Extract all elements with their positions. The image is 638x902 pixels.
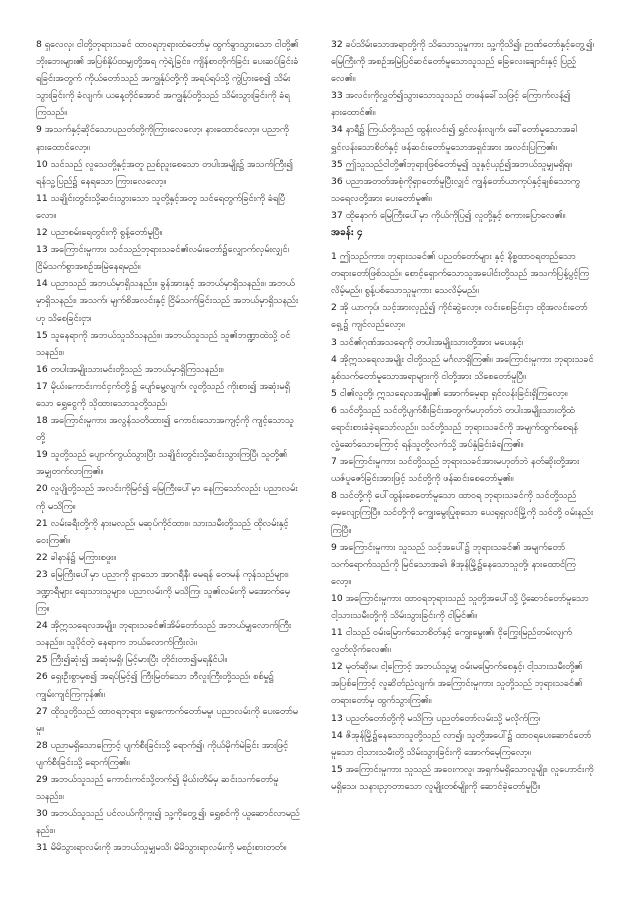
verse	[36, 275, 300, 326]
verse-text: သင်၏ဂုဏ်အသရေကို တပါးအမျိုးသားတို့အား မပေးနှင့်၊	[339, 336, 524, 348]
verse-number: 35	[331, 158, 343, 170]
verse-number: 21	[36, 517, 48, 529]
verse-text: အိုဣသရေလအမျိုး၊ ဘုရားသခင်၏အိမ်တော်သည် အဘယ်မျှလောက်ကြီးသနည်း။ သူပိုင်တဲ့ နေရာက ဘယ်လောက်ကြီးလဲ။	[36, 620, 292, 649]
verse-text: ကြီး၍ဆုံး၍ အဆုံးမရှိ၊ မြင့်မားပြီး တိုင်းတာ၍မရနိုင်ပါ။	[50, 654, 228, 666]
verse	[331, 727, 595, 761]
verse	[36, 480, 300, 514]
verse-text: အဘယ်သူသည် ပင်လယ်ကိုကူး၍ သူ့ကိုတွေ့၍၊ ရွှေစင်ကို ယူဆောင်လာမည်နည်း။	[36, 808, 300, 837]
verse-number: 14	[36, 278, 48, 290]
verse-number: 19	[36, 449, 48, 461]
verse-number: 37	[331, 209, 343, 221]
verse-text: မိမိသွားရာလမ်းကို အဘယ်သူမျှမသိ၊ မိမိသွားရာလမ်းကို မစဉ်းစားတတ်။	[50, 842, 287, 854]
verse-text: အိုဣသရေလအမျိုး ငါတို့သည် မင်္ဂလာရှိကြ၏။ အကြောင်းမူကား ဘုရားသခင်နှစ်သက်တော်မူသောအရာများကို ငါတို့အား သိစေတော်မူပြီ။	[331, 353, 594, 382]
verse	[36, 668, 300, 702]
verse-number: 9	[36, 124, 42, 136]
verse-number: 15	[36, 329, 48, 341]
verse	[36, 549, 300, 566]
verse-text: သင်တို့သည် သင်တို့ပျက်စီးခြင်းအတွက်မဟုတ်ဘဲ တပါးအမျိုးသားတို့ထံ ရောင်းစားခံခဲ့ရသော်လည်း၊ သင်တို့သည် ဘုရားသခင်ကို အမျက်ထွက်စေရန် လှုံ့ဆော်သောကြောင့် ရန်သူတို့လက်သို့ အပ်နှံခြင်းခံရကြ၏။	[331, 404, 578, 451]
verse	[331, 248, 595, 299]
verse	[36, 737, 300, 771]
verse-number: 7	[331, 456, 337, 468]
verse-text: သချိုင်းတွင်းသို့ဆင်းသွားသော သူတို့နှင့်အတူ သင်ရေတွက်ခြင်းကို ခံရပြီလော။	[36, 192, 286, 221]
verse-number: 18	[36, 415, 48, 427]
right-verses-before	[331, 36, 595, 224]
verse	[331, 207, 595, 224]
verse	[36, 378, 300, 412]
verse-number: 8	[36, 39, 42, 50]
verse-number: 5	[331, 387, 337, 399]
verse-text: မြေကြီးပေါ်မှာ ပညာကို ရှာသော အာဂရီနီ၊ မေရန် တေမန် ကုန်သည်များ၊ ဒဏ္ဍာရီများ ရေးသားသူများ၊ ပညာလမ်းကို မသိကြ၊ သူ၏လမ်းကို မအောက်မေ့ကြ။	[36, 568, 291, 615]
verse-number: 24	[36, 620, 48, 632]
verse	[36, 651, 300, 668]
verse	[331, 334, 595, 351]
verse-text: အို ယာကုပ်၊ သင့်အားလှည့်၍ ကိုင်ဆွဲလော့။ လင်းစေခြင်းငှာ ထိုအလင်းတော်ရှေ့၌ ကျင်လည်လော့။	[331, 302, 588, 331]
verse-text: လူပျိုတို့သည် အလင်းကိုမြင်၍ မြေကြီးပေါ်မှာ နေကြသော်လည်း ပညာလမ်းကို မသိကြ။	[36, 483, 298, 512]
verse	[36, 121, 300, 155]
verse	[36, 327, 300, 361]
verse-number: 25	[36, 654, 48, 666]
verse-number: 12	[331, 661, 343, 673]
verse-number: 14	[331, 729, 343, 741]
verse-text: အကြောင်းမူကား ထာဝရဘုရားသည် သူတို့အပေါ်သို့ ပို့ဆောင်တော်မူသော ငါ့သားသမီးတို့ကို သိမ်းသွားခြင်းကို ငါမြင်၏။	[331, 592, 589, 621]
verse	[331, 156, 595, 173]
verse-text: ပညာမရှိသောကြောင့် ပျက်စီးခြင်းသို့ ရောက်၍၊ ကိုယ်မိုက်မဲခြင်း အားဖြင့် ပျက်စီးခြင်းသို့ ရောက်ကြ၏။	[36, 739, 289, 768]
verse	[36, 224, 300, 241]
verse-text: ဇိအုန်မြို့၌နေသောသူတို့သည် လာ၍၊ သူတို့အပေါ်၌ ထာဝရပေးဆောင်တော်မူသော ငါ့သားသမီးတို့ သိမ်းသွားခြင်းကို အောက်မေ့ကြလော့။	[331, 729, 592, 758]
verse	[331, 36, 595, 87]
verse-text: ထိုသူတို့သည် ထာဝရဘုရား ရွေးကောက်တော်မမူ၊ ပညာလမ်းကို ပေးတော်မမူ။	[36, 705, 298, 734]
verse	[331, 539, 595, 590]
verse-text: ပညာသည် အဘယ်မှာရှိသနည်း။ ခွန်အားနှင့် အဘယ်မှာရှိသနည်း။ အဘယ်မှာရှိသနည်း၊ အသက်၊ မျက်စိအလင်းနှင့် ငြိမ်သက်ခြင်းသည် အဘယ်မှာရှိသနည်းဟု သိစေခြင်းငှာ၊	[36, 278, 299, 324]
verse	[331, 453, 595, 487]
verse	[36, 412, 300, 446]
verse-text: သင်သည် လူသေတို့နှင့်အတူ ညစ်ညူးစေသော တပါးအမျိုး၌ အသက်ကြီး၍ ရန်သူ့ပြည်၌ နေရသော ကြားလေလော့။	[36, 158, 294, 187]
verse-text: မုတ်ဆိုးမ၊ ငါ့ကြောင့် အဘယ်သူမျှ ဝမ်းမမြောက်စေနှင့်၊ ငါ့သားသမီးတို့၏ အပြစ်ကြောင့် လူဆိတ်ညံလျက်၊ အကြောင်းမူကား သူတို့သည် ဘုရားသခင်၏ တရားတော်မှ ထွက်သွားကြ၏။	[331, 661, 583, 707]
verse-text: ရှလေလှ၊ ငါတို့ဘုရားသခင် ထာဝရဘုရားထံတော်မှ ထွက်ခွာသွားသော ငါတို့၏ ဘိုးဘေးများ၏ အပြစ်နှိပ်ထမျှတို့အရ ကဲ့ရဲ့ခြင်း၊ ကျိန်စာတိုက်ခြင်း ပေးဆပ်ခြင်းခံရခြင်းအတွက် ကိုယ်တော်သည် အကျွန်ုပ်တို့ကို အရပ်ရပ်သို့ ကွဲပြားစေ၍ သိမ်းသွားခြင်းကို ခံလျက်၊ ယနေ့တိုင်အောင် အကျွန်ုပ်တို့သည် သိမ်းသွားခြင်းကို ခံရကြသည်။	[36, 39, 299, 119]
verse-text: လမ်းခရီးတို့ကို နားမလည်၊ မဆုပ်ကိုင်ထား။ သားသမီးတို့သည် ထိုလမ်းနှင့် ဝေးကြ၏။	[36, 517, 289, 546]
verse	[36, 156, 300, 190]
verse-number: 10	[36, 158, 48, 170]
verse	[36, 566, 300, 617]
verse	[36, 241, 300, 275]
verse-number: 1	[331, 251, 337, 263]
verse-text: ပညတ်တော်တို့ကို မသိကြ၊ ပညတ်တော်လမ်းသို့ မလိုက်ကြ၊	[345, 712, 540, 724]
verse	[36, 446, 300, 480]
verse-text: အကြောင်းမူကား သင်သည်ဘုရားသခင်၏လမ်းတော်၌လျှောက်လှမ်းလျှင်၊ ငြိမ်သက်စွာအစဉ်အမြဲနေရမည်။	[36, 244, 289, 273]
verse-number: 15	[331, 763, 343, 775]
verse-text: တပါးအမျိုးသားမင်းတို့သည် အဘယ်မှာရှိကြသနည်း။	[50, 363, 224, 375]
verse-text: ပညာစမ်းရေတွင်းကို စွန့်တော်မူပြီ။	[50, 227, 163, 239]
verse-text: အသက်နှင့်ဆိုင်သောပညတ်တို့ကိုကြားလေလော့၊ နားထောင်လော့။ ပညာကို နားထောင်လော့။	[36, 124, 289, 153]
verse-number: 3	[331, 336, 337, 348]
verse	[331, 761, 595, 795]
verse-text: သူတို့သည် ပျောက်ကွယ်သွားပြီး သချိုင်းတွင်းသို့ဆင်းသွားကြပြီ၊ သူတို့၏ အမျှတက်လာကြ၏။	[36, 449, 288, 478]
verse	[331, 87, 595, 121]
verse	[331, 173, 595, 207]
verse-number: 34	[331, 124, 343, 136]
right-column	[331, 36, 595, 882]
verse	[36, 190, 300, 224]
verse-number: 36	[331, 175, 343, 187]
verse-number: 16	[36, 363, 48, 375]
verse-number: 11	[331, 627, 343, 639]
verse-number: 20	[36, 483, 48, 495]
verse-number: 6	[331, 404, 337, 416]
verse-number: 23	[36, 568, 48, 580]
verse	[331, 624, 595, 658]
verse-text: သူနေရာကို အဘယ်သူသိသနည်း။ အဘယ်သူသည် သူ၏ဘဏ္ဍာထဲသို့ ဝင်သနည်း။	[36, 329, 291, 358]
verse-text: မိုဃ်းကောင်းကင်ငှက်တို့၌ ပျော်မွေ့လျက်၊ လူတို့သည် ကိုးစား၍ အဆုံးမရှိသော ရွှေငွေကို သိုထားသောသူတို့သည်၊	[36, 380, 290, 409]
verse	[331, 385, 595, 402]
verse-text: အကြောင်းမူကား အလွန်သတိထား၍ ကောင်းသောအကျင့်ကို ကျင့်သောသူတို့	[36, 415, 294, 444]
verse-number: 28	[36, 739, 48, 751]
verse-number: 22	[36, 551, 48, 563]
verse	[36, 36, 300, 121]
left-column	[36, 36, 300, 882]
verse-text: ငါ၏လူတို့၊ ဣသရေလအမျိုး၏ အောက်မေ့ရာ ရှင်လန်းခြင်းရှိကြလော့။	[339, 387, 568, 399]
verse	[36, 361, 300, 378]
verse-text: ခါနာန်၌ မကြားစဖူး။	[50, 551, 117, 563]
verse	[331, 351, 595, 385]
verse-number: 29	[36, 774, 48, 786]
verse	[331, 402, 595, 453]
verse-text: ရှေးဦးစွာမှစ၍ အရပ်မြင့်၍ ကြီးမြတ်သော ဘီလူးကြီးတို့သည်၊ စစ်မှု၌ ကျွမ်းကျင်ကြကုန်၏။	[36, 671, 274, 700]
verse-number: 4	[331, 353, 337, 365]
verse-text: ပညာအတတ်အစုံကိုရှာတော်မူပြီးလျှင် ကျွန်တော်ယာကုပ်နှင့်ချစ်သောကွ သရေလတို့အား ပေးတော်မူ၏။	[331, 175, 580, 204]
verse-number: 13	[331, 712, 343, 724]
verse	[36, 703, 300, 737]
right-verses-after	[331, 248, 595, 795]
verse-text: ထိုနောက် မြေကြီးပေါ်မှာ ကိုယ်ကိုပြ၍ လူတို့နှင့် စကားပြောလေ၏။	[345, 209, 566, 221]
verse-text: အဘယ်သူသည် ကောင်းကင်သို့တက်၍ မိုဃ်းတိမ်မှ ဆင်းသက်တော်မူသနည်း။	[36, 774, 279, 803]
verse-number: 17	[36, 380, 48, 392]
verse-text: အကြောင်းမူကား သင်တို့သည် ဘုရားသခင်အားမဟုတ်ဘဲ နတ်ဆိုးတို့အား ယဇ်ပူဇော်ခြင်းအားဖြင့် သင်တို့ကို ဖန်ဆင်းစေတော်မူ၏။	[331, 456, 580, 485]
verse-number: 11	[36, 192, 48, 204]
verse	[331, 658, 595, 709]
verse	[331, 121, 595, 155]
verse-text: သင်တို့ကို ပေါ်ထွန်းစေတော်မူသော ထာဝရ ဘုရားသခင်ကို သင်တို့သည် မေ့လျော့ကြပြီ။ သင်တို့ကို ကျွေးမွေးပြုစုသော ယေရုရှလင်မြို့ကို သင်တို့ ဝမ်းနည်းကြပြီ။	[331, 490, 594, 536]
verse-text: ခပ်သိမ်းသောအရာတို့ကို သိသောသူမူကား သူ့ကိုသိ၍၊ ဉာဏ်တော်နှင့်တွေ့၍၊ မြေကြီးကို အစဉ်အမြဲပြင်ဆင်တော်မူသောသူသည် ခြေလေးချောင်းနှင့် ပြည့်လေ၏။	[331, 39, 595, 85]
verse-number: 33	[331, 90, 343, 102]
verse	[331, 299, 595, 333]
verse-number: 13	[36, 244, 48, 256]
verse	[36, 617, 300, 651]
verse	[36, 805, 300, 839]
verse-text: အကြောင်းမူကား သူသည် သင့်အပေါ်၌ ဘုရားသခင်၏ အမျက်တော်သက်ရောက်သည်ကို မြင်သောအခါ၊ ဇိအုန်မြို့၌နေသောသူတို့၊ နားထောင်ကြလော့။	[331, 541, 576, 587]
verse-number: 32	[331, 39, 343, 50]
verse-text: နာရီ၌ ကြယ်တို့သည် ထွန်းလင်း၍ ရွှင်လန်းလျက်၊ ခေါ်တော်မူသောအခါ ရွှင်လန်းသောစိတ်နှင့် ဖန်ဆင်းတော်မူသောအရှင်အား အလင်းပြကြ၏။	[331, 124, 578, 153]
verse-number: 12	[36, 227, 48, 239]
verse-number: 30	[36, 808, 48, 820]
verse-number: 27	[36, 705, 48, 717]
verse-number: 9	[331, 541, 337, 553]
verse	[36, 771, 300, 805]
verse-number: 2	[331, 302, 337, 314]
verse-text: အလင်းကိုလွှတ်၍သွားသောသူသည် တဖန်ခေါ်သဖြင့် ကြောက်လန့်၍ နားထောင်၏။	[331, 90, 571, 119]
verse	[36, 515, 300, 549]
verse-text: အကြောင်းမူကား သူသည် အဝေးကလူ၊ အရှက်မရှိသောလူမျိုး၊ လူဟောင်းကို မရှိသေ၊ သနားညှာတာသော လူမျိုးတစ်မျိုးကို ဆောင်ခဲ့တော်မူပြီ။	[331, 763, 594, 792]
verse-text: ဤသူသည်ငါတို့၏ဘုရားဖြစ်တော်မူ၍ သူနှင့်ယှဉ်၍အဘယ်သူမျှမရှိရ။	[345, 158, 572, 170]
chapter-heading: အခန်း ၄	[331, 227, 363, 239]
verse-number: 31	[36, 842, 48, 854]
verse	[331, 710, 595, 727]
verse-number: 10	[331, 592, 343, 604]
verse-number: 8	[331, 490, 337, 502]
verse	[36, 839, 300, 856]
verse-number: 26	[36, 671, 48, 683]
verse-text: ငါသည် ဝမ်းမြောက်သောစိတ်နှင့် ကျွေးမွေး၏၊ ငိုကြွေးမြည်တမ်းလျက် လွှတ်လိုက်လေ၏။	[331, 627, 572, 656]
verse	[331, 590, 595, 624]
verse-text: ဤသည်ကား၊ ဘုရားသခင်၏ ပညတ်တော်များ နှင့် နိစ္စထာဝရတည်သော တရားတော်ဖြစ်သည်။ စောင့်ရှောက်သောသူအပေါင်းတို့သည် အသက်ပြန့်ပွင့်ကြလိမ့်မည်။ စွန့်ပစ်သောသူမူကား သေလိမ့်မည်။	[331, 251, 589, 297]
verse	[331, 487, 595, 538]
